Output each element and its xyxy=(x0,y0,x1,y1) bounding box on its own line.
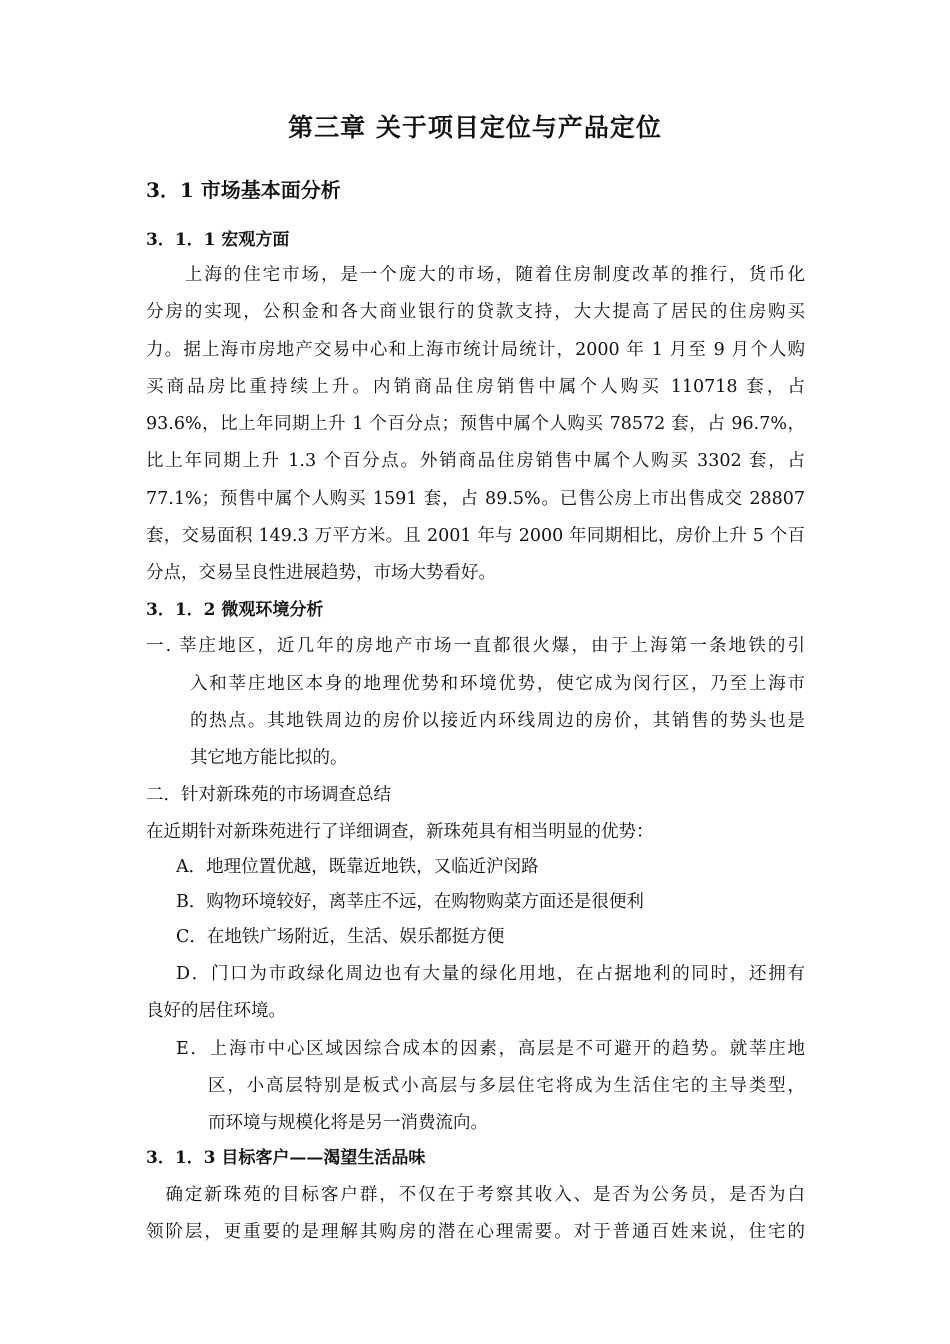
paragraph-line: 套，交易面积 149.3 万平方米。且 2001 年与 2000 年同期相比，房价上升 5 个百 xyxy=(146,526,805,546)
section-heading-3-1-3: 3．1．3 目标客户——渴望生活品味 xyxy=(146,1148,426,1168)
list-item-heading: 二．针对新珠苑的市场调查总结 xyxy=(146,785,391,805)
point-a: A．地理位置优越，既靠近地铁，又临近沪闵路 xyxy=(176,857,539,877)
paragraph-line: 上海的住宅市场，是一个庞大的市场，随着住房制度改革的推行，货币化 xyxy=(146,265,805,285)
point-b: B．购物环境较好，离莘庄不远，在购物购菜方面还是很便利 xyxy=(176,892,644,912)
paragraph-line: 93.6%，比上年同期上升 1 个百分点；预售中属个人购买 78572 套，占 96.7%， xyxy=(146,414,805,434)
point-d-line: 良好的居住环境。 xyxy=(146,1001,286,1021)
chapter-title: 第三章 关于项目定位与产品定位 xyxy=(288,113,662,142)
paragraph-line: 分点，交易呈良性进展趋势，市场大势看好。 xyxy=(146,563,496,583)
point-d-line: D．门口为市政绿化周边也有大量的绿化用地，在占据地利的同时，还拥有 xyxy=(176,964,805,984)
paragraph-line: 力。据上海市房地产交易中心和上海市统计局统计，2000 年 1 月至 9 月个人购 xyxy=(146,340,805,360)
survey-intro: 在近期针对新珠苑进行了详细调查，新珠苑具有相当明显的优势： xyxy=(146,822,654,842)
paragraph-line: 确定新珠苑的目标客户群，不仅在于考察其收入、是否为公务员，是否为白 xyxy=(146,1185,805,1205)
paragraph-line: 领阶层，更重要的是理解其购房的潜在心理需要。对于普通百姓来说，住宅的 xyxy=(146,1222,805,1242)
section-heading-3-1: 3．1 市场基本面分析 xyxy=(146,178,341,202)
section-heading-3-1-1: 3．1．1 宏观方面 xyxy=(146,230,290,250)
paragraph-line: 买商品房比重持续上升。内销商品住房销售中属个人购买 110718 套，占 xyxy=(146,377,805,397)
paragraph-line: 分房的实现，公积金和各大商业银行的贷款支持，大大提高了居民的住房购买 xyxy=(146,302,805,322)
section-heading-3-1-2: 3．1．2 微观环境分析 xyxy=(146,600,324,620)
point-e-line: E．上海市中心区域因综合成本的因素，高层是不可避开的趋势。就莘庄地 xyxy=(176,1039,805,1059)
paragraph-line: 比上年同期上升 1.3 个百分点。外销商品住房销售中属个人购买 3302 套，占 xyxy=(146,451,805,471)
list-item-line: 一. 莘庄地区，近几年的房地产市场一直都很火爆，由于上海第一条地铁的引 xyxy=(146,636,805,656)
list-item-line: 其它地方能比拟的。 xyxy=(190,748,348,768)
paragraph-line: 77.1%；预售中属个人购买 1591 套，占 89.5%。已售公房上市出售成交 28807 xyxy=(146,489,805,509)
point-e-line: 区，小高层特别是板式小高层与多层住宅将成为生活住宅的主导类型， xyxy=(208,1076,805,1096)
list-item-line: 入和莘庄地区本身的地理优势和环境优势，使它成为闵行区，乃至上海市 xyxy=(190,674,805,694)
list-item-line: 的热点。其地铁周边的房价以接近内环线周边的房价，其销售的势头也是 xyxy=(190,711,805,731)
point-c: C．在地铁广场附近，生活、娱乐都挺方便 xyxy=(176,927,505,947)
point-e-line: 而环境与规模化将是另一消费流向。 xyxy=(208,1113,488,1133)
